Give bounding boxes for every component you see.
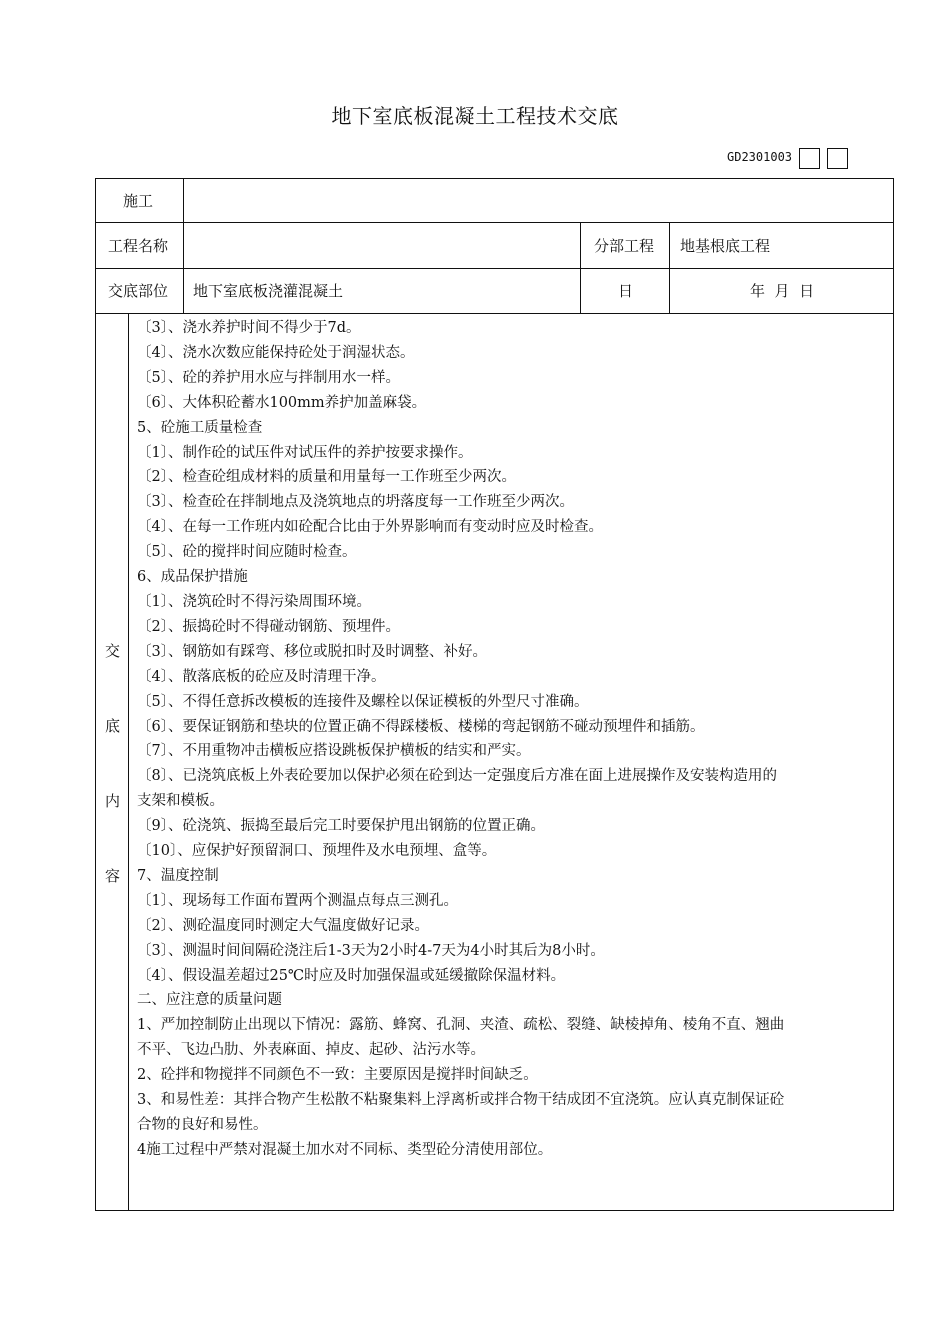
construction-label: 施工	[123, 192, 154, 210]
content-line: 1、严加控制防止出现以下情况：露筋、蜂窝、孔洞、夹渣、疏松、裂缝、缺棱掉角、棱角不直、翘曲	[137, 1017, 785, 1034]
content-line: 〔2〕、测砼温度同时测定大气温度做好记录。	[137, 917, 429, 934]
content-line: 〔4〕、散落底板的砼应及时清理干净。	[137, 668, 386, 685]
section-heading: 5、砼施工质量检查	[137, 419, 263, 436]
code-checkbox-2[interactable]	[827, 148, 848, 169]
document-title: 地下室底板混凝土工程技术交底	[331, 104, 619, 128]
column-divider	[669, 222, 670, 313]
section-heading: 二、应注意的质量问题	[137, 992, 282, 1009]
section-heading: 6、成品保护措施	[137, 569, 248, 586]
content-line: 〔2〕、检查砼组成材料的质量和用量每一工作班至少两次。	[137, 469, 516, 486]
date-value[interactable]: 年 月 日	[750, 282, 815, 300]
content-line: 〔6〕、要保证钢筋和垫块的位置正确不得踩楼板、楼梯的弯起钢筋不碰动预埋件和插筋。	[137, 718, 705, 735]
content-line: 〔5〕、砼的养护用水应与拌制用水一样。	[137, 369, 400, 386]
column-divider	[580, 222, 581, 313]
content-line: 〔1〕、制作砼的试压件对试压件的养护按要求操作。	[137, 444, 473, 461]
content-line: 〔3〕、检查砼在拌制地点及浇筑地点的坍落度每一工作班至少两次。	[137, 494, 574, 511]
content-line: 〔9〕、砼浇筑、振捣至最后完工时要保护甩出钢筋的位置正确。	[137, 818, 545, 835]
side-label-char: 底	[104, 717, 120, 735]
content-line: 〔3〕、测温时间间隔砼浇注后1-3天为2小时4-7天为4小时其后为8小时。	[137, 942, 605, 959]
sub-project-label: 分部工程	[594, 237, 655, 255]
column-divider	[183, 178, 184, 313]
side-label-char: 内	[104, 792, 120, 810]
row-divider	[95, 222, 894, 223]
section-heading: 7、温度控制	[137, 867, 219, 884]
content-line: 合物的良好和易性。	[137, 1117, 268, 1133]
content-line: 〔1〕、浇筑砼时不得污染周围环境。	[137, 593, 371, 610]
content-line: 〔4〕、在每一工作班内如砼配合比由于外界影响而有变动时应及时检查。	[137, 519, 603, 536]
disclosure-content	[137, 316, 887, 1163]
content-line: 〔1〕、现场每工作面布置两个测温点每点三测孔。	[137, 892, 458, 909]
project-name-label: 工程名称	[108, 237, 169, 255]
content-line: 〔3〕、钢筋如有踩弯、移位或脱扣时及时调整、补好。	[137, 643, 487, 660]
content-line: 支架和模板。	[137, 793, 224, 810]
column-divider	[128, 313, 129, 1211]
location-label: 交底部位	[108, 282, 169, 300]
date-label: 日	[618, 282, 634, 300]
content-line: 〔4〕、浇水次数应能保持砼处于润湿状态。	[137, 344, 415, 361]
content-line: 〔8〕、已浇筑底板上外表砼要加以保护必须在砼到达一定强度后方准在面上进展操作及安装构造用的	[137, 768, 777, 785]
content-line: 〔5〕、不得任意拆改模板的连接件及螺栓以保证模板的外型尺寸准确。	[137, 693, 589, 710]
content-line: 〔5〕、砼的搅拌时间应随时检查。	[137, 544, 357, 561]
document-code: GD2301003	[727, 150, 793, 164]
location-value[interactable]: 地下室底板浇灌混凝土	[193, 282, 344, 300]
row-divider	[95, 268, 894, 269]
row-divider	[95, 313, 894, 314]
code-checkbox-1[interactable]	[799, 148, 820, 169]
content-line: 〔7〕、不用重物冲击横板应搭设跳板保护横板的结实和严实。	[137, 743, 531, 760]
sub-project-value[interactable]: 地基根底工程	[680, 237, 771, 255]
side-label-char: 交	[104, 642, 120, 660]
content-line: 不平、飞边凸肋、外表麻面、掉皮、起砂、沾污水等。	[137, 1042, 485, 1059]
content-line: 〔3〕、浇水养护时间不得少于7d。	[137, 320, 361, 336]
content-line: 4施工过程中严禁对混凝土加水对不同标、类型砼分清使用部位。	[137, 1141, 553, 1158]
content-line: 〔10〕、应保护好预留洞口、预埋件及水电预埋、盒等。	[137, 843, 497, 860]
content-line: 〔4〕、假设温差超过25℃时应及时加强保温或延缓撤除保温材料。	[137, 967, 566, 984]
content-line: 〔6〕、大体积砼蓄水100mm养护加盖麻袋。	[137, 394, 427, 411]
content-line: 2、砼拌和物搅拌不同颜色不一致：主要原因是搅拌时间缺乏。	[137, 1067, 538, 1084]
content-line: 3、和易性差：其拌合物产生松散不粘聚集料上浮离析或拌合物干结成团不宜浇筑。应认真克制保证砼	[137, 1092, 785, 1109]
content-line: 〔2〕、振捣砼时不得碰动钢筋、预埋件。	[137, 618, 400, 635]
side-label-char: 容	[104, 867, 120, 885]
